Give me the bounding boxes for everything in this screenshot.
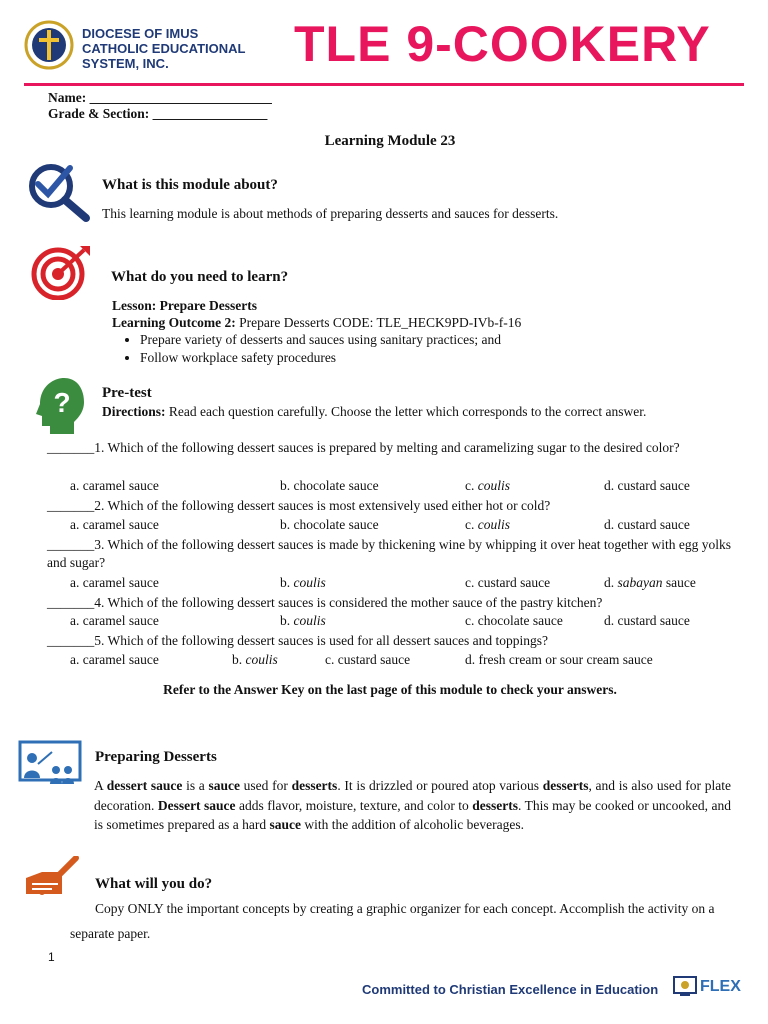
text-run-bold: desserts [472, 797, 519, 813]
page-title: TLE 9-COOKERY [294, 16, 711, 72]
footer-tagline: Committed to Christian Excellence in Education [362, 982, 659, 997]
pretest-directions [102, 403, 646, 421]
learning-bullets [112, 331, 501, 367]
lesson-title: Lesson: Prepare Desserts [112, 298, 257, 313]
learning-outcome [112, 314, 521, 332]
q3-option-c: c. custard sauce [465, 575, 551, 590]
outcome-label: Learning Outcome 2: [112, 315, 236, 330]
text-run: . It is drizzled or poured atop various [337, 778, 543, 793]
about-heading: What is this module about? [102, 177, 278, 193]
flex-logo [672, 971, 758, 1001]
text-run: adds flavor, moisture, texture, and color to [235, 797, 473, 813]
directions-label: Directions: [102, 404, 166, 419]
text-run-bold: desserts [542, 778, 589, 793]
writing-pencil-icon [22, 856, 82, 896]
q4-option-b: b. coulis [280, 613, 326, 628]
q2-option-a: a. caramel sauce [70, 517, 159, 532]
outcome-text: Prepare Desserts CODE: TLE_HECK9PD-IVb-f-16 [239, 315, 522, 330]
answer-key-note: Refer to the Answer Key on the last page of this module to check your answers. [163, 682, 617, 697]
directions-text: Read each question carefully. Choose the letter which corresponds to the correct answer. [168, 404, 647, 419]
text-run: , and is also used for plate decoration. [94, 778, 731, 813]
learn-heading: What do you need to learn? [111, 269, 289, 285]
q1-option-c: c. coulis [465, 478, 510, 493]
text-run-bold: dessert sauce [106, 778, 183, 793]
org-line: DIOCESE OF IMUS [82, 26, 199, 41]
question-1: _______1. Which of the following dessert sauces is prepared by melting and caramelizing sugar to the desired color? [47, 440, 680, 455]
org-line: CATHOLIC EDUCATIONAL [82, 41, 246, 56]
text-run-bold: Dessert sauce [157, 797, 236, 813]
pretest-heading: Pre-test [102, 385, 152, 401]
q4-option-c: c. chocolate sauce [465, 613, 563, 628]
module-title: Learning Module 23 [324, 133, 456, 149]
header-divider [24, 83, 744, 86]
bullet-item: • Prepare variety of desserts and sauces using sanitary practices; and [140, 331, 501, 349]
text-run-bold: sauce [269, 817, 301, 832]
q4-option-d: d. custard sauce [604, 613, 690, 628]
q5-option-a: a. caramel sauce [70, 652, 159, 667]
diocese-name [82, 26, 245, 71]
q5-option-b: b. coulis [232, 652, 278, 667]
do-heading: What will you do? [95, 876, 213, 892]
grade-label: Grade & Section: [48, 106, 150, 121]
q1-option-d: d. custard sauce [604, 478, 690, 493]
page-number: 1 [48, 950, 55, 964]
question-head-icon [32, 376, 86, 436]
text-run: A [94, 778, 107, 793]
q3-option-d: d. sabayan sauce [604, 575, 696, 590]
diocese-seal-logo [24, 20, 74, 70]
about-text: This learning module is about methods of preparing desserts and sauces for desserts. [102, 206, 559, 221]
q5-option-c: c. custard sauce [325, 652, 411, 667]
question-2: _______2. Which of the following dessert sauces is most extensively used either hot or cold? [47, 498, 551, 513]
grade-blank: _________________ [152, 106, 268, 121]
q5-option-d: d. fresh cream or sour cream sauce [465, 652, 653, 667]
preparing-heading: Preparing Desserts [95, 749, 217, 765]
name-blank: ___________________________ [89, 90, 272, 105]
question-5: _______5. Which of the following dessert sauces is used for all dessert sauces and toppings? [47, 633, 549, 648]
question-4: _______4. Which of the following dessert sauces is considered the mother sauce of the pastry kitchen? [47, 595, 603, 610]
q1-option-a: a. caramel sauce [70, 478, 159, 493]
q2-option-b: b. chocolate sauce [280, 517, 379, 532]
svg-text:?: ? [53, 387, 71, 418]
bullet-item: • Follow workplace safety procedures [140, 349, 501, 367]
question-3: _______3. Which of the following dessert sauces is made by thickening wine by whipping it over heat together with egg yolks and sugar? [47, 537, 731, 570]
presentation-board-icon [18, 740, 82, 786]
text-run: is a [182, 778, 209, 793]
magnifier-check-icon [24, 160, 94, 222]
preparing-paragraph [94, 776, 731, 835]
text-run: with the addition of alcoholic beverages. [300, 817, 525, 832]
q3-option-b: b. coulis [280, 575, 326, 590]
text-run-bold: desserts [291, 778, 338, 793]
text-run: used for [239, 778, 292, 793]
flex-logo-text: FLEX [700, 978, 741, 995]
do-text: Copy ONLY the important concepts by creating a graphic organizer for each concept. Accomplish the activity on a separate paper. [70, 901, 715, 941]
q2-option-d: d. custard sauce [604, 517, 690, 532]
name-label: Name: [48, 90, 87, 105]
org-line: SYSTEM, INC. [82, 56, 169, 71]
q4-option-a: a. caramel sauce [70, 613, 159, 628]
grade-section-line [48, 105, 267, 123]
q3-option-a: a. caramel sauce [70, 575, 159, 590]
target-icon [28, 244, 94, 300]
q1-option-b: b. chocolate sauce [280, 478, 379, 493]
q2-option-c: c. coulis [465, 517, 510, 532]
text-run: . This may be cooked or uncooked, and is sometimes prepared as a hard [94, 797, 731, 832]
text-run-bold: sauce [208, 778, 240, 793]
